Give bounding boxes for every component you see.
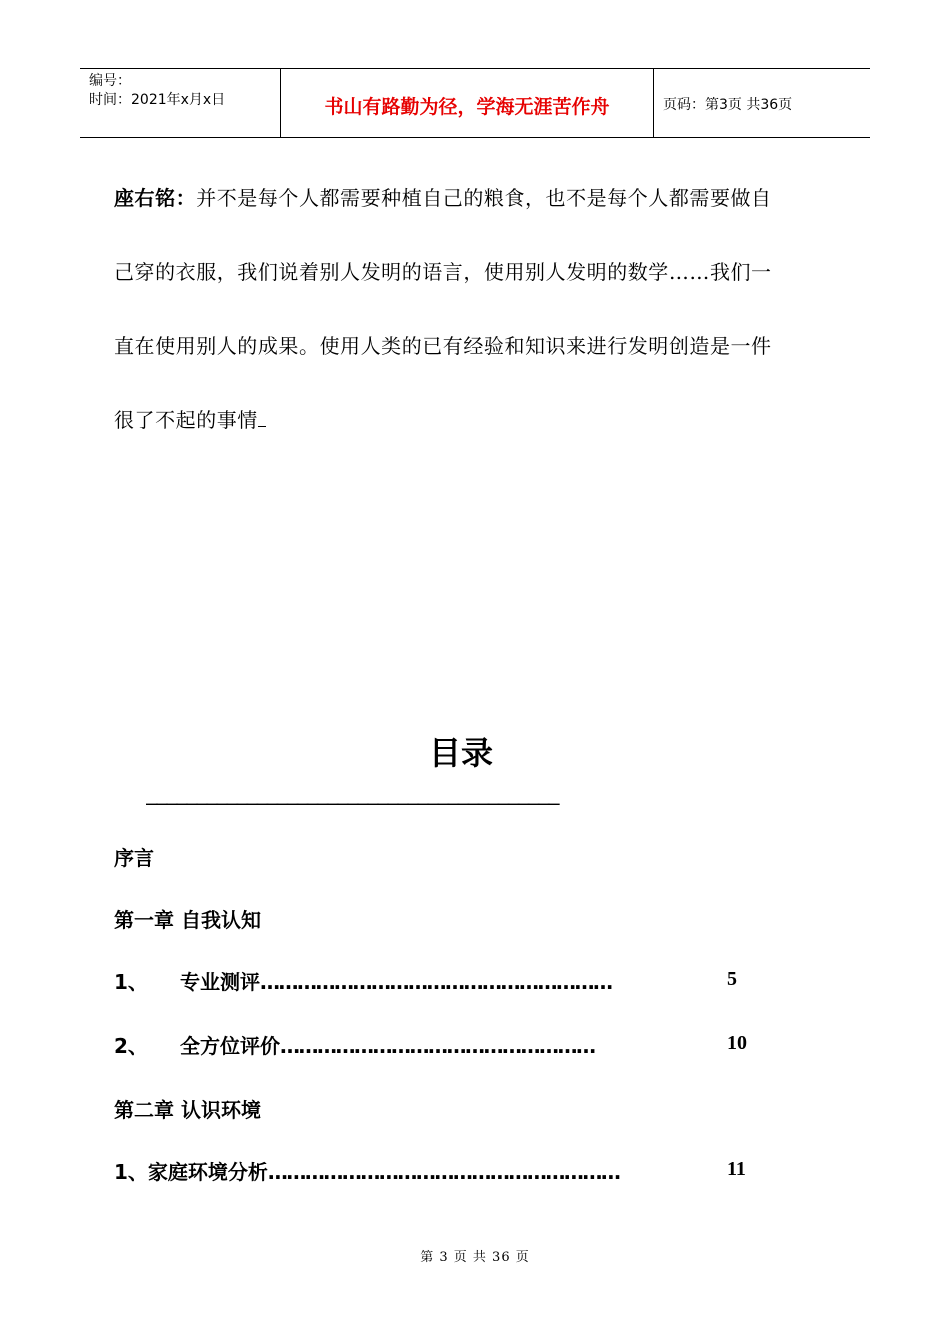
toc-item-2-label: 全方位评价 bbox=[180, 1034, 280, 1058]
page-footer: 第 3 页 共 36 页 bbox=[420, 1250, 530, 1265]
motto-line-3: 直在使用别人的成果。使用人类的已有经验和知识来进行发明创造是一件 bbox=[114, 334, 772, 358]
toc-item-3-label: 1、家庭环境分析 bbox=[114, 1160, 268, 1184]
header-slogan: 书山有路勤为径，学海无涯苦作舟 bbox=[281, 69, 654, 137]
toc-divider: ————————————————————————————————————————— bbox=[146, 791, 558, 815]
header-page-info: 页码：第3页 共36页 bbox=[663, 97, 793, 113]
toc-item-2-page: 10 bbox=[727, 1032, 747, 1054]
time-label: 时间：2021年x月x日 bbox=[89, 92, 226, 108]
motto-paragraph bbox=[114, 161, 844, 457]
toc-item-3-page: 11 bbox=[727, 1158, 746, 1180]
toc-item-2-leader: …………………………………………… bbox=[280, 1034, 595, 1058]
toc-preface[interactable]: 序言 bbox=[114, 846, 154, 870]
toc-chapter-2[interactable]: 第二章 认识环境 bbox=[114, 1098, 261, 1122]
motto-line-4 bbox=[114, 383, 844, 457]
toc-item-1[interactable] bbox=[114, 966, 612, 995]
header-meta bbox=[80, 69, 281, 137]
toc-item-1-label: 专业测评 bbox=[180, 970, 260, 994]
toc-chapter-1[interactable]: 第一章 自我认知 bbox=[114, 908, 261, 932]
toc-item-3[interactable] bbox=[114, 1156, 619, 1185]
toc-item-1-num: 1、 bbox=[114, 970, 148, 994]
toc-item-2[interactable] bbox=[114, 1030, 595, 1059]
toc-item-3-leader: ………………………………………………… bbox=[267, 1160, 620, 1184]
toc-item-2-num: 2、 bbox=[114, 1034, 148, 1058]
motto-text-4: 很了不起的事情 bbox=[114, 408, 258, 432]
text-cursor bbox=[258, 408, 266, 427]
toc-title: 目录 bbox=[428, 734, 493, 772]
toc-item-1-page: 5 bbox=[727, 968, 737, 990]
header-table bbox=[80, 68, 870, 138]
number-label: 编号： bbox=[89, 73, 131, 89]
motto-line-2: 己穿的衣服，我们说着别人发明的语言，使用别人发明的数学……我们一 bbox=[114, 260, 772, 284]
motto-text-1: 并不是每个人都需要种植自己的粮食，也不是每个人都需要做自 bbox=[196, 186, 772, 210]
motto-lead: 座右铭： bbox=[114, 186, 197, 210]
motto-line-1 bbox=[114, 161, 844, 235]
toc-item-1-leader: ………………………………………………… bbox=[260, 970, 612, 994]
